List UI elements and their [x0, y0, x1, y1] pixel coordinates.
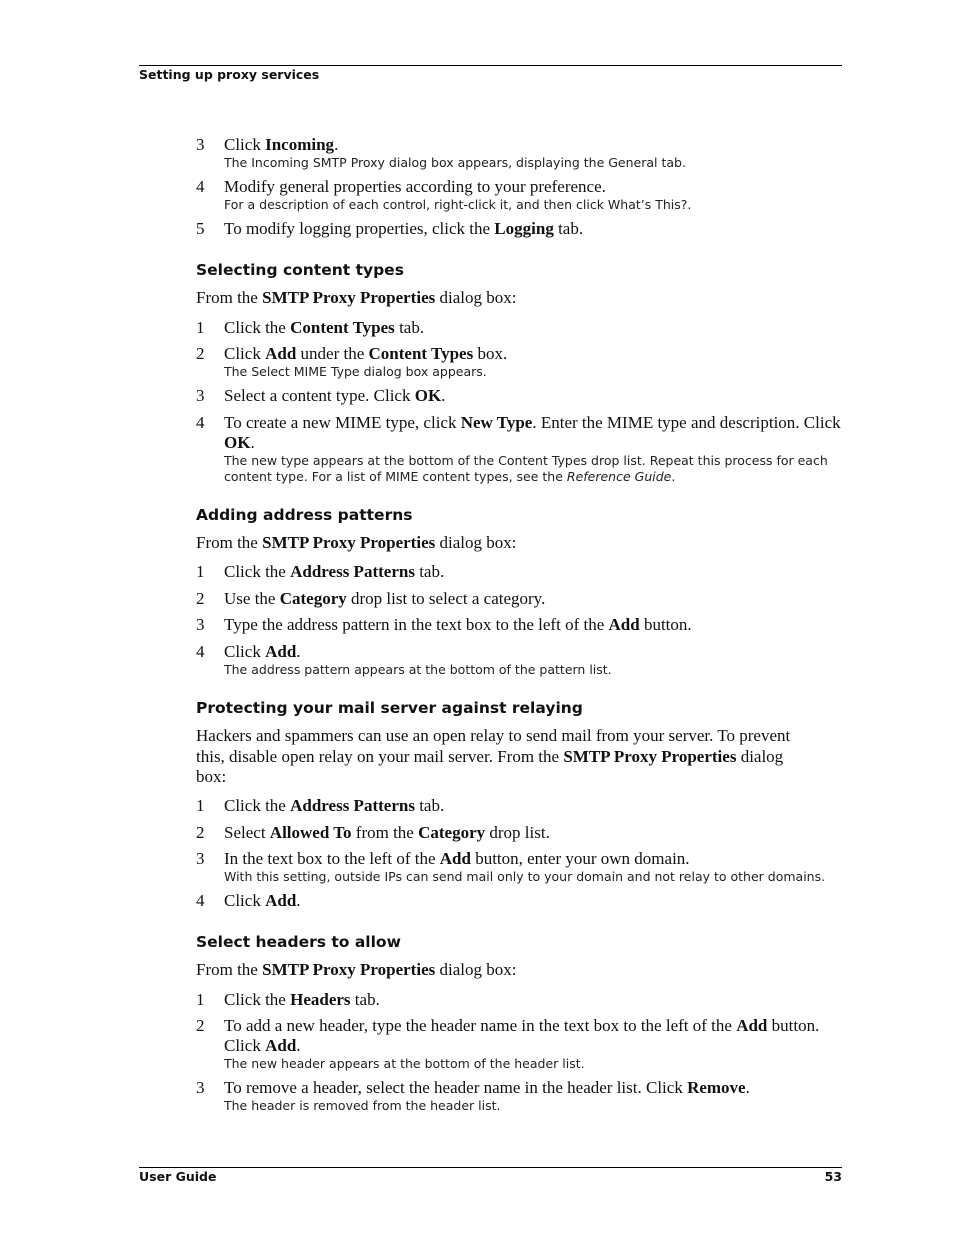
step-note: For a description of each control, right-click it, and then click What’s This?. [224, 197, 692, 212]
step-4-click-add [196, 642, 842, 678]
step-1-headers-tab [196, 990, 842, 1010]
step-text: In the text box to the left of the Add button, enter your own domain. [224, 849, 690, 868]
step-text: Select a content type. Click OK. [224, 386, 446, 405]
step-3-click-incoming [196, 135, 842, 171]
step-number: 3 [196, 135, 205, 154]
page-number: 53 [824, 1169, 842, 1184]
step-3-remove-header [196, 1078, 842, 1114]
step-text: Select Allowed To from the Category drop list. [224, 823, 550, 842]
step-number: 2 [196, 1016, 205, 1035]
section-lead: Hackers and spammers can use an open relay to send mail from your server. To prevent this, disable open relay on your mail server. From the SMTP Proxy Properties dialog box: [196, 726, 791, 786]
step-text: To remove a header, select the header name in the header list. Click Remove. [224, 1078, 750, 1097]
step-number: 2 [196, 823, 205, 842]
step-number: 3 [196, 386, 205, 405]
step-2-category-drop-list [196, 589, 842, 609]
step-text: Modify general properties according to your preference. [224, 177, 606, 196]
step-text: Click the Headers tab. [224, 990, 380, 1009]
step-number: 2 [196, 344, 205, 363]
step-note: The Incoming SMTP Proxy dialog box appears, displaying the General tab. [224, 155, 686, 170]
step-note: The address pattern appears at the bottom of the pattern list. [224, 662, 612, 677]
step-text: Click the Address Patterns tab. [224, 796, 445, 815]
step-text: Click the Address Patterns tab. [224, 562, 445, 581]
step-4-modify-general [196, 177, 842, 213]
step-number: 3 [196, 849, 205, 868]
step-text: Type the address pattern in the text box to the left of the Add button. [224, 615, 692, 634]
step-4-new-mime-type [196, 413, 842, 485]
step-1-address-patterns-tab [196, 796, 842, 816]
step-text: To create a new MIME type, click New Type. Enter the MIME type and description. Click OK. [224, 413, 841, 452]
step-number: 4 [196, 642, 205, 661]
step-2-add-header [196, 1016, 842, 1072]
section-heading-content-types: Selecting content types [196, 261, 404, 279]
step-3-select-content-type [196, 386, 842, 406]
step-1-address-patterns-tab [196, 562, 842, 582]
step-number: 2 [196, 589, 205, 608]
footer-title: User Guide [139, 1169, 217, 1184]
step-text: To add a new header, type the header name in the text box to the left of the Add button. Click Add. [224, 1016, 820, 1055]
step-text: Click the Content Types tab. [224, 318, 425, 337]
section-heading-address-patterns: Adding address patterns [196, 506, 413, 524]
step-2-select-allowed-to [196, 823, 842, 843]
step-3-enter-domain [196, 849, 842, 885]
step-number: 4 [196, 413, 205, 432]
step-3-type-pattern [196, 615, 842, 635]
step-number: 3 [196, 615, 205, 634]
step-number: 1 [196, 562, 205, 581]
step-text: Click Add. [224, 642, 301, 661]
section-lead: From the SMTP Proxy Properties dialog box: [196, 960, 517, 979]
step-text: Click Add under the Content Types box. [224, 344, 508, 363]
step-note: With this setting, outside IPs can send mail only to your domain and not relay to other domains. [224, 869, 826, 884]
step-note: The new type appears at the bottom of the Content Types drop list. Repeat this process for each content type. For a list of MIME content types, see the Reference Guide. [224, 453, 828, 484]
step-note: The new header appears at the bottom of the header list. [224, 1056, 585, 1071]
step-1-content-types-tab [196, 318, 842, 338]
step-number: 3 [196, 1078, 205, 1097]
step-2-click-add [196, 344, 842, 380]
step-note: The header is removed from the header list. [224, 1098, 501, 1113]
header-rule [139, 65, 842, 66]
step-number: 4 [196, 891, 205, 910]
section-heading-headers: Select headers to allow [196, 933, 401, 951]
step-number: 1 [196, 990, 205, 1009]
section-lead: From the SMTP Proxy Properties dialog box: [196, 288, 517, 307]
step-text: To modify logging properties, click the Logging tab. [224, 219, 584, 238]
step-4-click-add [196, 891, 842, 911]
step-number: 1 [196, 318, 205, 337]
running-head: Setting up proxy services [139, 67, 320, 82]
step-number: 4 [196, 177, 205, 196]
step-text: Click Add. [224, 891, 301, 910]
section-lead: From the SMTP Proxy Properties dialog box: [196, 533, 517, 552]
step-note: The Select MIME Type dialog box appears. [224, 364, 487, 379]
step-text: Click Incoming. [224, 135, 339, 154]
section-heading-relaying: Protecting your mail server against relaying [196, 699, 583, 717]
step-number: 1 [196, 796, 205, 815]
step-5-logging [196, 219, 842, 239]
step-text: Use the Category drop list to select a category. [224, 589, 546, 608]
step-number: 5 [196, 219, 205, 238]
footer-rule [139, 1167, 842, 1168]
